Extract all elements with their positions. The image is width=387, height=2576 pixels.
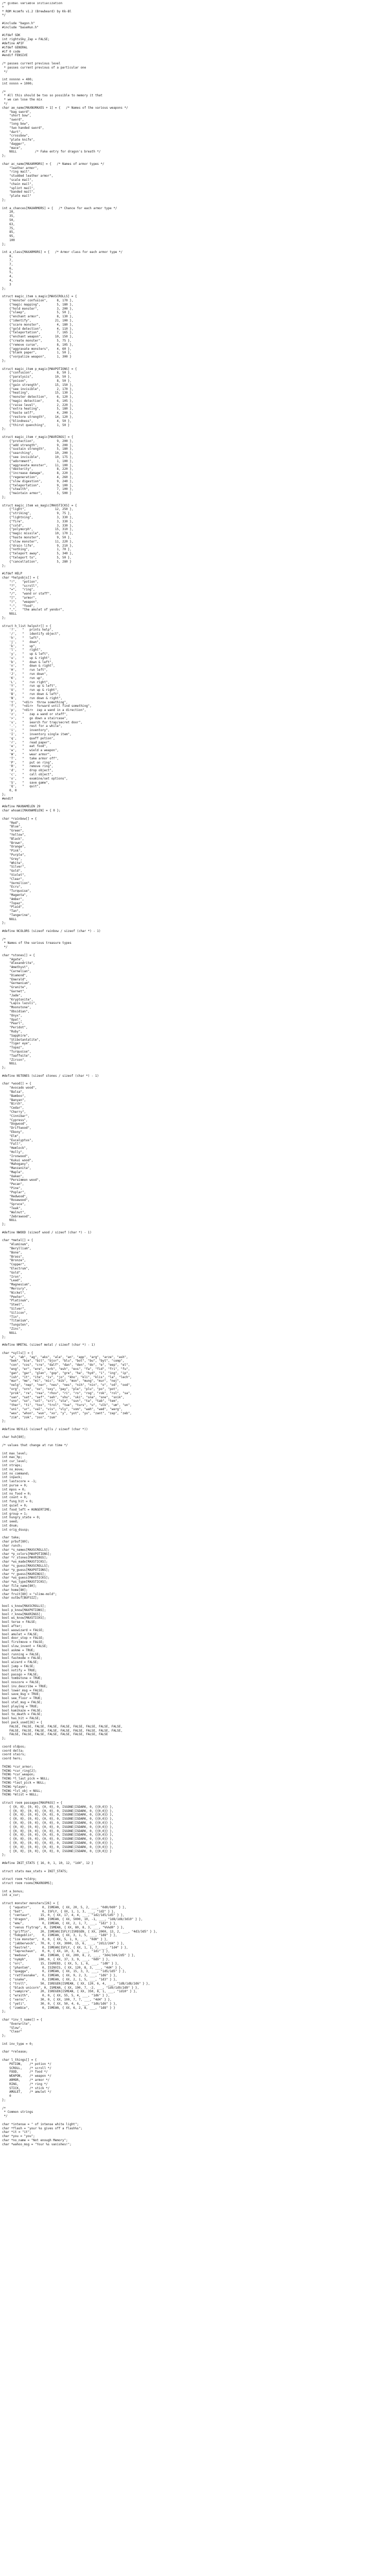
source-code-listing: /* global variable initialization * * ROM Acomfo v1.2 (Brewbeard) by Kk-Bl */ #include "bagon.h" #include "baseHun.h" #ifdef SDK int rightsSky_Zap = FALSE; #define APIF #ifdef GENERAL #if 0 code #endif FENSIVE /* passes current previous level * passes current previous of a particular one */ int nnnnnn = 400; int nnnnn = 1000; /* * All this should be too so possible to memory it that * we can lose the mix */ char ae_name[MAXNUMAXES + 1] = { /* Names of the various weapons */ "bag sword", "short bow", "sword", "long bow", "two handed sword", "dart", "crossbow", "plate knife", "dagger", "mace", NULL /* Fake entry for dragon's breath */ }; char ac_name[MAXARMORS] = { /* Names of armor types */ "leather armor", "ring mail", "studded leather armor", "scale mail", "chain mail", "splint mail", "banded mail", "plate mail" }; int a_chances[MAXARMORS] = { /* Chance for each armor type */ 20, 35, 50, 63, 75, 85, 95, 100 }; int a_class[MAXARMORS] = { /* Armor class for each armor type */ 8, 7, 7, 6, 5, 4, 4, 3 }; struct magic_item s_magic[MAXSCROLLS] = { {"monster confusion", 8, 170 }, {"magic mapping", 5, 180 }, {"hold monster", 3, 200 }, {"sleep", 5, 50 }, {"enchant armor", 8, 130 }, {"identify", 21, 100 }, {"scare monster", 4, 180 }, {"gold detection", 4, 110 }, {"teleportation", 7, 165 }, {"enchant weapon", 10, 150 }, {"create monster", 5, 75 }, {"remove curse", 8, 105 }, {"aggravate monsters", 4, 60 }, {"blank paper", 1, 50 }, {"vorpalize weapon", 1, 300 } }; struct magic_item p_magic[MAXPOTIONS] = { {"confusion", 8, 50 }, {"paralysis", 10, 50 }, {"poison", 8, 50 }, {"gain strength", 15, 150 }, {"see invisible", 2, 170 }, {"healing", 15, 130 }, {"monster detection", 6, 120 }, {"magic detection", 6, 105 }, {"raise level", 2, 220 }, {"extra healing", 5, 180 }, {"haste self", 4, 200 }, {"restore strength", 14, 120 }, {"blindness", 4, 50 }, {"thirst quenching", 1, 50 } }; struct magic_item r_magic[MAXRINGS] = { {"protection", 9, 200 }, {"add strength", 9, 200 }, {"sustain strength", 5, 180 }, {"searching", 10, 200 }, {"see invisible", 10, 175 }, {"adornment", 1, 100 }, {"aggravate monster", 11, 100 }, {"dexterity", 8, 220 }, {"increase damage", 8, 220 }, {"regeneration", 4, 260 }, {"slow digestion", 9, 240 }, {"teleportation", 9, 100 }, {"stealth", 7, 100 }, {"maintain armor", 5, 500 } }; struct magic_item ws_magic[MAXSTICKS] = { {"light", 12, 250 }, {"striking", 9, 75 }, {"lightning", 3, 330 }, {"fire", 3, 330 }, {"cold", 3, 330 }, {"polymorph", 15, 310 }, {"magic missile", 10, 170 }, {"haste monster", 9, 50 }, {"slow monster", 11, 220 }, {"drain life", 9, 210 }, {"nothing", 1, 70 }, {"teleport away", 5, 340 }, {"teleport to", 5, 50 }, {"cancellation", 5, 280 } }; #ifdef HELP char *helpobjs[] = { "!", "potion", "?", "scroll", "=", "ring", "/", "wand or staff", "]", "armor", ")", "weapon", ":", "food", ",", "the amulet of yendor", NULL }; struct h_list helpstr[] = { '?', " prints help", '/', " identify object", 'h', " left", 'j', " down", 'k', " up", 'l', " right", 'y', " up & left", 'u', " up & right", 'b', " down & left", 'n', " down & right", 'H', " run left", 'J', " run down", 'K', " run up", 'L', " run right", 'Y', " run up & left", 'U', " run up & right", 'B', " run down & left", 'N', " run down & right", 't', "<dir> throw something", 'f', "<dir> forward until find something", 'p', "<dir> zap a wand in a direction", 'z', " zap a wand or staff", '>', " go down a staircase", 's', " search for trap/secret door", '.', " rest for a while", 'i', " inventory", 'I', " inventory single item", 'q', " quaff potion", 'r', " read paper", 'e', " eat food", 'w', " wield a weapon", 'W', " wear armor", 'T', " take armor off", 'P', " put on ring", 'R', " remove ring", 'd', " drop object", 'c', " call object", 'o', " examine/set options", 'S', " save game", 'Q', " quit", 0, 0 }; #endif #define MAXNAMELEN 29 char whoami[MAXNAMELEN] = { 0 }; char *rainbow[] = { "Red", "Blue", "Green", "Yellow", "Black", "Brown", "Orange", "Pink", "Purple", "Grey", "White", "Silver", "Gold", "Violet", "Clear", "Vermilion", "Ecru", "Turquoise", "Magenta", "Amber", "Topaz", "Plaid", "Tan", "Tangerine", NULL }; #define NCOLORS (sizeof rainbow / sizeof (char *) - 1) /* * Names of the various treasure types */ char *stones[] = { "Agate", "Alexandrite", "Amethyst", "Carnelian", "Diamond", "Emerald", "Germanium", "Granite", "Garnet", "Jade", "Kryptonite", "Lapis lazuli", "Moonstone", "Obsidian", "Onyx", "Opal", "Pearl", "Peridot", "Ruby", "Sapphire", "Stibotantalite", "Tiger eye", "Topaz", "Turquoise", "Taaffeite", "Zircon", NULL }; #define NSTONES (sizeof stones / sizeof (char *) - 1) char *wood[] = { "Avocado wood", "Balsa", "Bamboo", "Banyan", "Birch", "Cedar", "Cherry", "Cinnibar", "Cypress", "Dogwood", "Driftwood", "Ebony", "Elm", "Eucalyptus", "Fall", "Hemlock", "Holly", "Ironwood", "Kukui wood", "Mahogany", "Manzanita", "Maple", "Oaken", "Persimmon wood", "Pecan", "Pine", "Poplar", "Redwood", "Rosewood", "Spruce", "Teak", "Walnut", "Zebrawood", NULL }; #define NWOOD (sizeof wood / sizeof (char *) - 1) char *metal[] = { "Aluminum", "Beryllium", "Bone", "Brass", "Bronze", "Copper", "Electrum", "Gold", "Iron", "Lead", "Magnesium", "Mercury", "Nickel", "Pewter", "Platinum", "Steel", "Silver", "Silicon", "Tin", "Titanium", "Tungsten", "Zinc", NULL }; #define NMETAL (sizeof metal / sizeof (char *) - 1) char *sylls[] = { "a", "ab", "ag", "aks", "ala", "an", "app", "arg", "arze", "ash", "bek", "bie", "bit", "bjor", "blu", "bot", "bu", "byt", "comp", "con", "cos", "cre", "dalf", "dan", "den", "do", "e", "eep", "el", "eng", "er", "ere", "erk", "esh", "evs", "fa", "fid", "fri", "fu", "gan", "gar", "glen", "gop", "gre", "ha", "hyd", "i", "ing", "ip", "ish", "it", "ite", "iv", "jo", "kho", "kli", "klis", "la", "lech", "mar", "me", "mi", "mic", "mik", "mon", "mung", "mur", "nej", "nelg", "nep", "ner", "nes", "nes", "nih", "nin", "o", "od", "ood", "org", "orn", "ox", "oxy", "pay", "ple", "plu", "po", "pot", "prok", "re", "rea", "rhov", "ri", "ro", "rog", "rok", "rol", "sa", "san", "sat", "sef", "seh", "shu", "ski", "sna", "sne", "snik", "sno", "so", "sol", "sri", "sta", "sun", "ta", "tab", "tem", "ther", "ti", "tox", "trol", "tue", "turs", "u", "ulk", "um", "un", "uni", "ur", "val", "viv", "vly", "vom", "wah", "wed", "werg", "wex", "whon", "wun", "xo", "y", "yot", "yu", "zant", "zap", "zeb", "zim", "zok", "zon", "zum" }; #define NSYLLS (sizeof sylls / sizeof (char *)) char huh[80]; /* values that change at run time */ int max_level; int max_hp; int cur_level; int ntraps; int no_move; int no_command; int inpack; int lastscore = -1; int purse = 0; int mpos = 0; int no_food = 0; int count = 0; int fung_hit = 0; int quiet = 0; int food_left = HUNGERTIME; int group = 1; int hungry_state = 0; int seed; int dnum; int orig_dsusp; char take; char prbuf[80]; char runch; char *s_names[MAXSCROLLS]; char *p_colors[MAXPOTIONS]; char *r_stones[MAXRINGS]; char *ws_made[MAXSTICKS]; char *s_guess[MAXSCROLLS]; char *p_guess[MAXPOTIONS]; char *r_guess[MAXRINGS]; char *ws_guess[MAXSTICKS]; char *ws_type[MAXSTICKS]; char file_name[80]; char home[80]; char fruit[80] = "slime-mold"; char outbuf[BUFSIZ]; bool s_know[MAXSCROLLS]; bool p_know[MAXPOTIONS]; bool r_know[MAXRINGS]; bool ws_know[MAXSTICKS]; bool terse = FALSE; bool after; bool waswizard = FALSE; bool amulet = FALSE; bool door_stop = FALSE; bool firstmove = FALSE; bool slow_invent = FALSE; bool askme = TRUE; bool running = FALSE; bool fastmode = FALSE; bool wizard = FALSE; bool jump = FALSE; bool notify = TRUE; bool passgo = FALSE; bool tombstone = TRUE; bool noscore = FALSE; bool inv_describe = TRUE; bool lower_msg = FALSE; bool save_msg = TRUE; bool see_floor = TRUE; bool stat_msg = FALSE; bool playing = TRUE; bool kamikaze = FALSE; bool to_death = FALSE; bool has_hit = FALSE; bool pack_used[26] = { FALSE, FALSE, FALSE, FALSE, FALSE, FALSE, FALSE, FALSE, FALSE, FALSE, FALSE, FALSE, FALSE, FALSE, FALSE, FALSE, FALSE, FALSE, FALSE, FALSE, FALSE, FALSE, FALSE, FALSE, FALSE, FALSE }; coord oldpos; coord delta; coord stairs; coord hero; THING *cur_armor; THING *cur_ring[2]; THING *cur_weapon; THING *l_last_pick = NULL; THING *last_pick = NULL; THING *player; THING *lvl_obj = NULL; THING *mlist = NULL; struct room passages[MAXPASS] = { { {0, 0}, {0, 0}, {0, 0}, 0, ISGONE|ISDARK, 0, {{0,0}} }, { {0, 0}, {0, 0}, {0, 0}, 0, ISGONE|ISDARK, 0, {{0,0}} }, { {0, 0}, {0, 0}, {0, 0}, 0, ISGONE|ISDARK, 0, {{0,0}} }, { {0, 0}, {0, 0}, {0, 0}, 0, ISGONE|ISDARK, 0, {{0,0}} }, { {0, 0}, {0, 0}, {0, 0}, 0, ISGONE|ISDARK, 0, {{0,0}} }, { {0, 0}, {0, 0}, {0, 0}, 0, ISGONE|ISDARK, 0, {{0,0}} }, { {0, 0}, {0, 0}, {0, 0}, 0, ISGONE|ISDARK, 0, {{0,0}} }, { {0, 0}, {0, 0}, {0, 0}, 0, ISGONE|ISDARK, 0, {{0,0}} }, { {0, 0}, {0, 0}, {0, 0}, 0, ISGONE|ISDARK, 0, {{0,0}} }, { {0, 0}, {0, 0}, {0, 0}, 0, ISGONE|ISDARK, 0, {{0,0}} }, { {0, 0}, {0, 0}, {0, 0}, 0, ISGONE|ISDARK, 0, {{0,0}} }, { {0, 0}, {0, 0}, {0, 0}, 0, ISGONE|ISDARK, 0, {{0,0}} } }; #define INIT_STATS { 16, 0, 1, 10, 12, "1d4", 12 } struct stats max_stats = INIT_STATS; struct room *oldrp; struct room rooms[MAXROOMS]; int a_bonus; int a_cur; struct monster monsters[26] = { { "aquator", 0, ISMEAN, { XX, 20, 5, 2, ___, "0d0/0d0" } }, { "bat", 0, ISFLY, { XX, 1, 1, 3, ___, "1d2" } }, { "centaur", 15, 0, { XX, 17, 4, 4, ___, "1d2/1d5/1d5" } }, { "dragon", 100, ISMEAN, { XX, 5000, 10, -1, ___, "1d8/1d8/3d10" } }, { "emu", 0, ISMEAN, { XX, 2, 1, 7, ___, "1d2" } }, { "venus flytrap", 0, ISMEAN, { XX, 80, 8, 3, ___, "%%%d0" } }, { "griffin", 20, ISMEAN|ISFLY|ISREGEN, { XX, 2000, 13, 2, ___, "4d3/3d5" } }, { "hobgoblin", 0, ISMEAN, { XX, 3, 1, 5, ___, "1d8" } }, { "ice monster", 0, 0, { XX, 5, 1, 9, ___, "0d0" } }, { "jabberwock", 70, 0, { XX, 3000, 15, 6, ___, "2d12/2d4" } }, { "kestrel", 0, ISMEAN|ISFLY, { XX, 1, 1, 7, ___, "1d4" } }, { "leprechaun", 0, 0, { XX, 10, 3, 8, ___, "1d1" } }, { "medusa", 40, ISMEAN, { XX, 200, 8, 2, ___, "3d4/3d4/2d5" } }, { "nymph", 100, 0, { XX, 37, 3, 9, ___, "0d0" } }, { "orc", 15, ISGREED, { XX, 5, 1, 6, ___, "1d8" } }, { "phantom", 0, ISINVIS, { XX, 120, 8, 3, ___, "4d4" } }, { "quagga", 0, ISMEAN, { XX, 15, 3, 3, ___, "1d5/1d5" } }, { "rattlesnake", 0, ISMEAN, { XX, 9, 2, 3, ___, "1d6" } }, { "snake", 0, ISMEAN, { XX, 2, 1, 5, ___, "1d3" } }, { "troll", 50, ISREGEN|ISMEAN, { XX, 120, 6, 4, ___, "1d8/1d8/2d6" } }, { "black unicorn", 0, ISMEAN, { XX, 190, 7, -2, ___, "1d9/1d9/2d9" } }, { "vampire", 20, ISREGEN|ISMEAN, { XX, 350, 8, 1, ___, "1d10" } }, { "wraith", 0, 0, { XX, 55, 5, 4, ___, "1d6" } }, { "xeroc", 30, 0, { XX, 100, 7, 7, ___, "4d4" } }, { "yeti", 30, 0, { XX, 50, 4, 6, ___, "1d6/1d6" } }, { "zombie", 0, ISMEAN, { XX, 6, 2, 8, ___, "1d8" } } }; char *inv_t_name[] = { "Overwrite", "Slow", "Clear" }; int inv_type = 0; char *release; char l_things[] = { POTION, /* potion */ SCROLL, /* scroll */ FOOD, /* food */ WEAPON, /* weapon */ ARMOR, /* armor */ RING, /* ring */ STICK, /* stick */ AMULET, /* amulet */ 0 }; /* * Common strings */ char *intense = " of intense white light"; char *flash = "your %s gives off a flash%s"; char *it = "it"; char *you = "you"; char *no_name = "Not enough Memory"; char *wahoo_msg = "Your %s vanishes!"; [2, 2, 157, 2146]
